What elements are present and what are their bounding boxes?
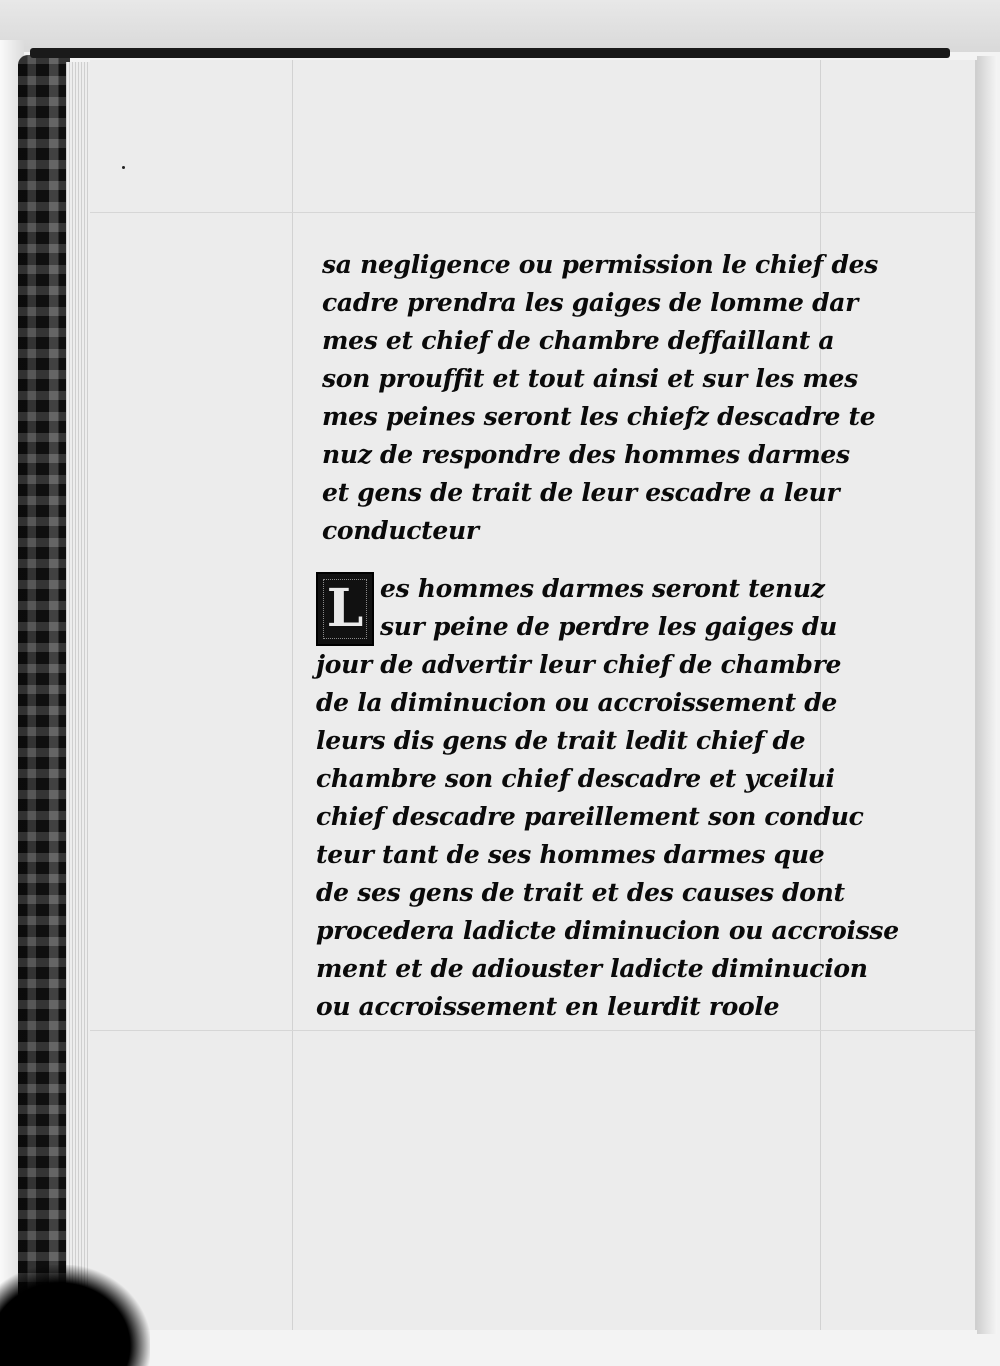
text-line: chief descadre pareillement son conduc bbox=[316, 802, 864, 831]
ruling-line bbox=[292, 60, 293, 1330]
text-line: mes et chief de chambre deffaillant a bbox=[322, 326, 835, 355]
page-edges bbox=[66, 62, 90, 1287]
ink-speck bbox=[122, 166, 125, 169]
text-line: ment et de adiouster ladicte diminucion bbox=[316, 954, 868, 983]
text-line: jour de advertir leur chief de chambre bbox=[316, 650, 842, 679]
text-line: son prouffit et tout ainsi et sur les mes bbox=[322, 364, 858, 393]
text-line: de ses gens de trait et des causes dont bbox=[316, 878, 845, 907]
text-line: nuz de respondre des hommes darmes bbox=[322, 440, 850, 469]
book-spine bbox=[18, 55, 70, 1315]
text-line: teur tant de ses hommes darmes que bbox=[316, 840, 825, 869]
illuminated-initial: L bbox=[316, 572, 374, 646]
text-line: sa negligence ou permission le chief des bbox=[322, 250, 879, 279]
paragraph-1 bbox=[322, 246, 879, 550]
text-line: chambre son chief descadre et yceilui bbox=[316, 764, 835, 793]
ruling-line bbox=[90, 212, 975, 213]
thumb-shadow bbox=[0, 1265, 150, 1366]
text-line: cadre prendra les gaiges de lomme dar bbox=[322, 288, 859, 317]
book-cover-edge bbox=[30, 48, 950, 58]
text-line: de la diminucion ou accroissement de bbox=[316, 688, 838, 717]
text-line: sur peine de perdre les gaiges du bbox=[380, 612, 837, 641]
ruling-line bbox=[90, 1030, 975, 1031]
text-line: ou accroissement en leurdit roole bbox=[316, 992, 780, 1021]
scan-top-margin bbox=[0, 0, 1000, 52]
paragraph-2 bbox=[316, 570, 899, 1026]
text-line: procedera ladicte diminucion ou accroisse bbox=[316, 916, 899, 945]
text-line: leurs dis gens de trait ledit chief de bbox=[316, 726, 806, 755]
text-line: conducteur bbox=[322, 516, 479, 545]
text-line: mes peines seront les chiefz descadre te bbox=[322, 402, 876, 431]
text-line: es hommes darmes seront tenuz bbox=[380, 574, 825, 603]
text-line: et gens de trait de leur escadre a leur bbox=[322, 478, 840, 507]
